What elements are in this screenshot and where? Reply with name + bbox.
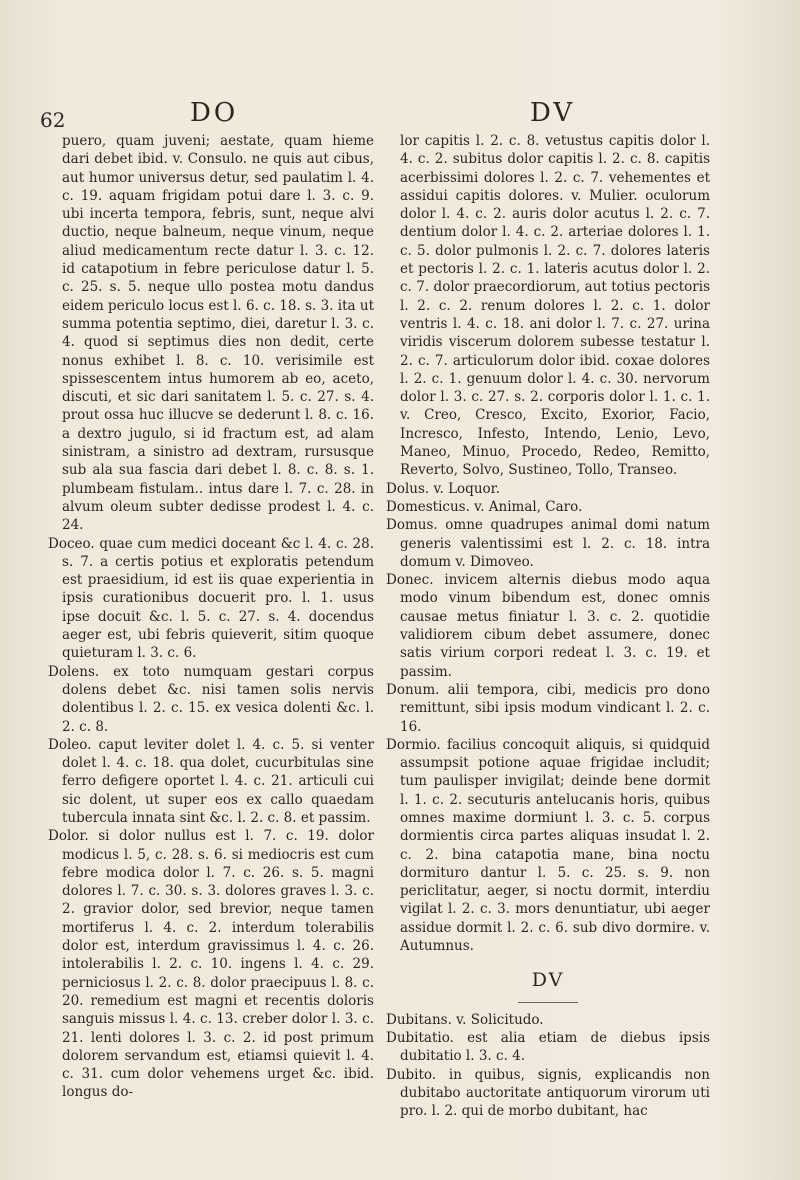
page-number: 62 (40, 108, 66, 132)
dictionary-entry-dolus: Dolus. v. Loquor. (386, 480, 500, 497)
dictionary-entry-dormio: Dormio. facilius concoquit aliquis, si quidquid assumpsit potione aquae frigidae includit; tum paulisper invigilat; deinde bene dormit l. 1. c. 2. secuturis antelucanis horis, quibus omnes maxime dormiunt l. 3. c. 5. corpus dormientis circa partes aliquas insudat l. 2. c. 2. bina catapotia mane, bina noctu dormituro dantur l. 5. c. 25. s. 9. non periclitatur, aeger, si noctu dormit, interdiu vigilat l. 2. c. 3. mors denuntiatur, ubi aeger assidue dormit l. 2. c. 6. sub divo dormire. v. Autumnus. (386, 736, 710, 955)
dictionary-entry-donum: Donum. alii tempora, cibi, medicis pro dono remittunt, sibi ipsis modum vindicant l. 2. c. 16. (386, 681, 710, 735)
section-subheading: DV (531, 969, 565, 992)
dictionary-entry-doleo: Doleo. caput leviter dolet l. 4. c. 5. si venter dolet l. 4. c. 18. qua dolet, cucurbitulas sine ferro defigere oportet l. 4. c. 21. articuli cui sic dolent, ut super eos ex callo quaedam tubercula innata sint &c. l. 2. c. 8. et passim. (48, 736, 374, 826)
dictionary-entry-dubitatio: Dubitatio. est alia etiam de diebus ipsis dubitatio l. 3. c. 4. (386, 1029, 710, 1065)
dictionary-entry-doceo: Doceo. quae cum medici doceant &c l. 4. c. 28. s. 7. a certis potius et exploratis petendum est praesidium, id est iis quae experientia in ipsis curationibus docuerit pro. l. 1. usus ipse docuit &c. l. 5. c. 27. s. 4. docendus aeger est, ubi febris quieverit, sitim quoque quieturam l. 3. c. 6. (48, 535, 374, 662)
dictionary-entry-domus: Domus. omne quadrupes animal domi natum generis valentissimi est l. 2. c. 18. intra domum v. Dimoveo. (386, 517, 710, 570)
continued-entry-text: lor capitis l. 2. c. 8. vetustus capitis dolor l. 4. c. 2. subitus dolor capitis l. 2. c. 8. capitis acerbissimi dolores l. 2. c. 7. vehementes et assidui capitis dolores. v. Mulier. oculorum dolor l. 4. c. 2. auris dolor acutus l. 2. c. 7. dentium dolor l. 4. c. 2. arteriae dolores l. 1. c. 5. dolor pulmonis l. 2. c. 7. dolores lateris et pectoris l. 2. c. 1. lateris acutus dolor l. 2. c. 7. dolor praecordiorum, aut totius pectoris l. 2. c. 2. renum dolores l. 2. c. 1. dolor ventris l. 4. c. 18. ani dolor l. 7. c. 27. urina viridis viscerum dolorem subesse testatur l. 2. c. 7. articulorum dolor ibid. coxae dolores l. 2. c. 1. genuum dolor l. 4. c. 30. nervorum dolor l. 3. c. 27. s. 2. corporis dolor l. 1. c. 1. v. Creo, Cresco, Excito, Exorior, Facio, Incresco, Infesto, Intendo, Lenio, Levo, Maneo, Minuo, Procedo, Redeo, Remitto, Reverto, Solvo, Sustineo, Tollo, Transeo. (400, 133, 710, 479)
left-column (48, 132, 374, 1102)
dictionary-entry-donec: Donec. invicem alternis diebus modo aqua modo vinum bibendum est, donec omnis causae metus finiatur l. 3. c. 2. quotidie validiorem cibum debet assumere, donec satis virium corpori redeat l. 3. c. 19. et passim. (386, 572, 710, 680)
dictionary-entry-dubitans: Dubitans. v. Solicitudo. (386, 1011, 544, 1028)
running-head-right: DV (530, 98, 576, 128)
dictionary-entry-dubito: Dubito. in quibus, signis, explicandis non dubitabo auctoritate antiquorum virorum uti pro. l. 2. qui de morbo dubitant, hac (386, 1066, 710, 1120)
dictionary-entry-dolens: Dolens. ex toto numquam gestari corpus dolens debet &c. nisi tamen solis nervis dolentibus l. 2. c. 15. ex vesica dolenti &c. l. 2. c. 8. (48, 663, 374, 735)
running-head-left: DO (190, 98, 239, 128)
dictionary-entry-domesticus: Domesticus. v. Animal, Caro. (386, 498, 583, 515)
continued-entry-text: puero, quam juveni; aestate, quam hieme dari debet ibid. v. Consulo. ne quis aut cibus, aut humor universus detur, sed paulatim l. 4. c. 19. aquam frigidam potui dare l. 3. c. 9. ubi incerta tempora, febris, sunt, neque alvi ductio, neque balneum, neque vinum, neque aliud medicamentum recte datur l. 3. c. 12. id catapotium in febre periculose datur l. 5. c. 25. s. 5. neque ullo postea motu dandus eidem periculo locus est l. 6. c. 18. s. 3. ita ut summa potentia septimo, diei, daretur l. 3. c. 4. quod si septimus dies non dedit, certe nonus exhibet l. 8. c. 10. verisimile est spissescentem intus humorem ab eo, aceto, discuti, et sic dari sanitatem l. 5. c. 27. s. 4. prout ossa huc illucve se dederunt l. 8. c. 16. a dextro jugulo, si id fractum est, ad alam sinistram, a sinistro ad dextram, rursusque sub ala sua fascia dari debet l. 8. c. 8. s. 1. plumbeam fistulam.. intus dare l. 7. c. 28. in alvum oleum subter dedisse prodest l. 4. c. 24. (62, 133, 374, 534)
right-column (386, 132, 710, 1120)
dictionary-entry-dolor: Dolor. si dolor nullus est l. 7. c. 19. dolor modicus l. 5, c. 28. s. 6. si mediocris est cum febre modica dolor l. 7. c. 26. s. 5. magni dolores l. 7. c. 30. s. 3. dolores graves l. 3. c. 2. gravior dolor, sed brevior, neque tamen mortiferus l. 4. c. 2. interdum tolerabilis dolor est, interdum gravissimus l. 4. c. 26. intolerabilis l. 2. c. 10. ingens l. 4. c. 29. perniciosus l. 2. c. 8. dolor praecipuus l. 8. c. 20. remedium est magni et recentis doloris sanguis missus l. 4. c. 13. creber dolor l. 3. c. 21. lenti dolores l. 3. c. 2. id post primum dolorem servandum est, etiamsi quievit l. 4. c. 31. cum dolor vehemens urget &c. ibid. longus do- (48, 828, 374, 1101)
section-divider (518, 1002, 578, 1003)
